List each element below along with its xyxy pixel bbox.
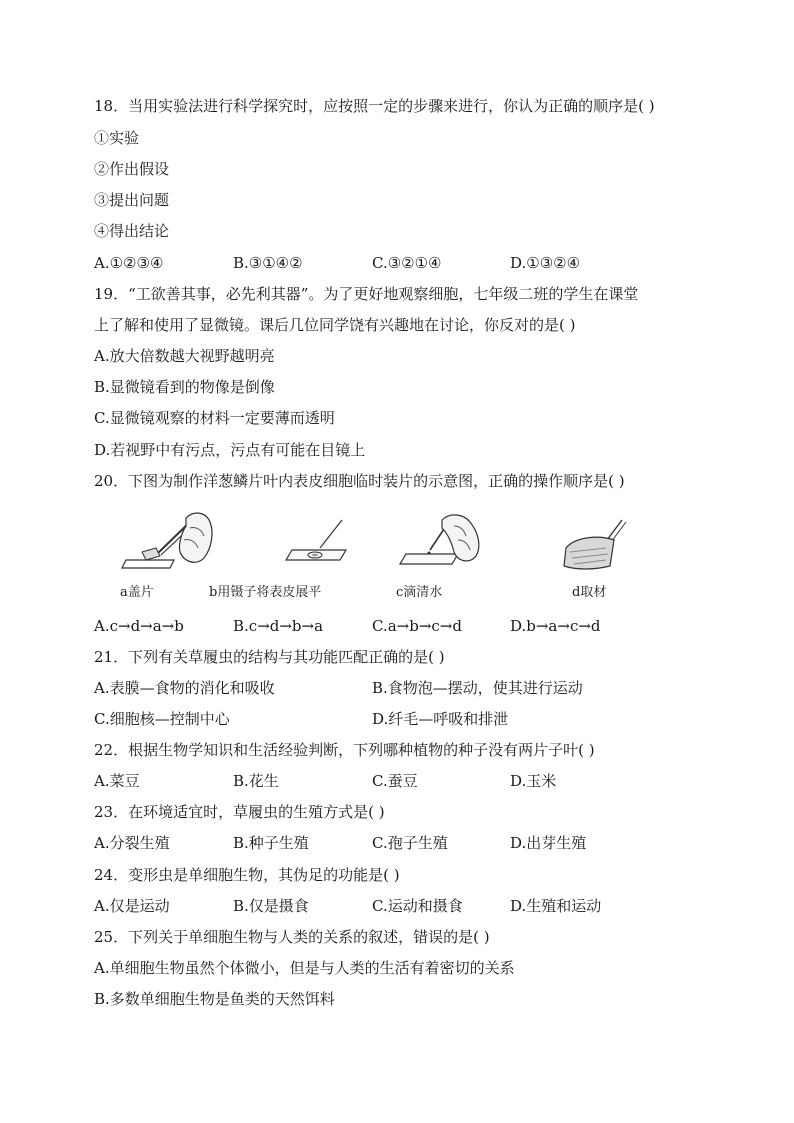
- question-19-stem-line-1: 19．“工欲善其事，必先利其器”。为了更好地观察细胞，七年级二班的学生在课堂: [94, 285, 639, 303]
- question-18-option-a: A.①②③④: [94, 254, 164, 272]
- question-21-option-d: D.纤毛—呼吸和排泄: [372, 710, 509, 728]
- question-25-option-a: A.单细胞生物虽然个体微小，但是与人类的生活有着密切的关系: [94, 959, 515, 977]
- question-18-item-1: ①实验: [94, 129, 140, 147]
- question-19-option-b: B.显微镜看到的物像是倒像: [94, 378, 275, 396]
- question-23-option-c: C.孢子生殖: [372, 834, 448, 852]
- question-18-item-4: ④得出结论: [94, 222, 170, 240]
- question-23-option-a: A.分裂生殖: [94, 834, 170, 852]
- question-21-option-b: B.食物泡—摆动，使其进行运动: [372, 679, 583, 697]
- question-23-option-b: B.种子生殖: [233, 834, 309, 852]
- figure-d-caption: d取材: [572, 585, 607, 600]
- question-21-option-c: C.细胞核—控制中心: [94, 710, 230, 728]
- question-23-stem: 23．在环境适宜时，草履虫的生殖方式是( ): [94, 803, 385, 821]
- question-18-item-2: ②作出假设: [94, 160, 170, 178]
- question-20-option-c: C.a→b→c→d: [372, 617, 462, 635]
- question-24-option-d: D.生殖和运动: [510, 897, 602, 915]
- question-18-option-c: C.③②①④: [372, 254, 442, 272]
- figure-b-slide: [282, 518, 352, 568]
- figure-c-caption: c滴清水: [396, 585, 443, 600]
- figure-d-sample: [556, 508, 636, 578]
- question-21-stem: 21．下列有关草履虫的结构与其功能匹配正确的是( ): [94, 648, 445, 666]
- question-25-option-b: B.多数单细胞生物是鱼类的天然饵料: [94, 990, 335, 1008]
- figure-b-caption: b用镊子将表皮展平: [209, 585, 322, 600]
- question-20-option-d: D.b→a→c→d: [510, 617, 601, 635]
- question-24-option-c: C.运动和摄食: [372, 897, 463, 915]
- question-19-option-c: C.显微镜观察的材料一定要薄而透明: [94, 409, 335, 427]
- question-22-stem: 22．根据生物学知识和生活经验判断，下列哪种植物的种子没有两片子叶( ): [94, 741, 595, 759]
- question-20-option-b: B.c→d→b→a: [233, 617, 324, 635]
- question-22-option-c: C.蚕豆: [372, 772, 418, 790]
- question-18-item-3: ③提出问题: [94, 191, 170, 209]
- question-24-option-a: A.仅是运动: [94, 897, 170, 915]
- question-19-option-d: D.若视野中有污点，污点有可能在目镜上: [94, 441, 366, 459]
- figure-a-cover-slip: [120, 508, 220, 578]
- question-22-option-b: B.花生: [233, 772, 279, 790]
- question-18-option-d: D.①③②④: [510, 254, 581, 272]
- question-18-option-b: B.③①④②: [233, 254, 303, 272]
- figure-a-caption: a盖片: [120, 585, 154, 600]
- question-24-stem: 24．变形虫是单细胞生物，其伪足的功能是( ): [94, 866, 400, 884]
- figure-c-dropper: [398, 512, 493, 572]
- question-22-option-a: A.菜豆: [94, 772, 140, 790]
- question-19-option-a: A.放大倍数越大视野越明亮: [94, 347, 275, 365]
- question-24-option-b: B.仅是摄食: [233, 897, 309, 915]
- question-18-stem: 18．当用实验法进行科学探究时，应按照一定的步骤来进行，你认为正确的顺序是( ): [94, 97, 655, 115]
- question-23-option-d: D.出芽生殖: [510, 834, 587, 852]
- question-20-stem: 20．下图为制作洋葱鳞片叶内表皮细胞临时装片的示意图，正确的操作顺序是( ): [94, 472, 625, 490]
- question-21-option-a: A.表膜—食物的消化和吸收: [94, 679, 275, 697]
- question-25-stem: 25．下列关于单细胞生物与人类的关系的叙述，错误的是( ): [94, 928, 490, 946]
- question-19-stem-line-2: 上了解和使用了显微镜。课后几位同学饶有兴趣地在讨论，你反对的是( ): [94, 316, 576, 334]
- question-20-option-a: A.c→d→a→b: [94, 617, 184, 635]
- question-22-option-d: D.玉米: [510, 772, 557, 790]
